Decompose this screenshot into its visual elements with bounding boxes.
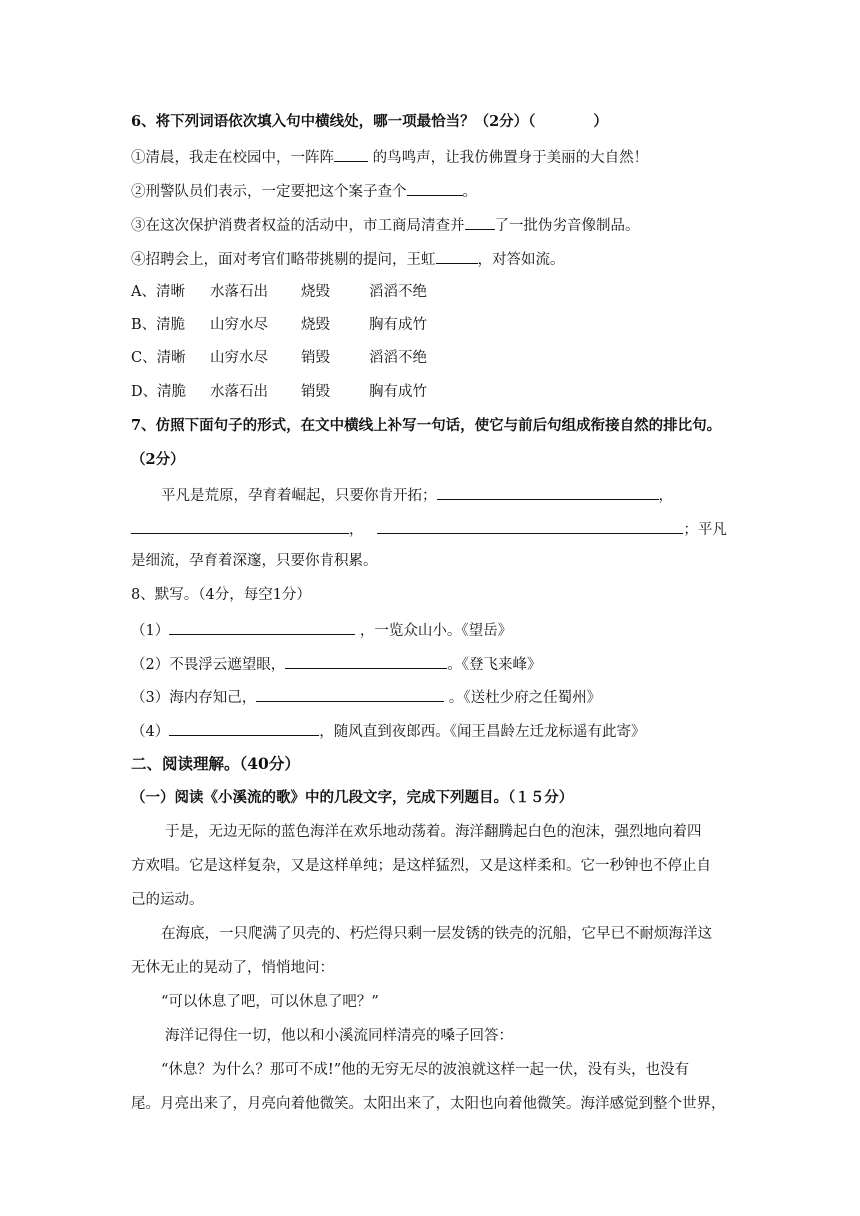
q8-l3-b: 。《送杜少府之任蜀州》 xyxy=(448,690,602,706)
q6-s3-text-a: ③在这次保护消费者权益的活动中，市工商局清查并 xyxy=(131,218,465,234)
q6-option-d[interactable] xyxy=(131,382,427,402)
q8-blank-2[interactable] xyxy=(285,653,447,669)
option-word-3: 滔滔不绝 xyxy=(369,350,427,366)
option-word-3: 胸有成竹 xyxy=(369,317,427,333)
option-label: C、清晰 xyxy=(131,350,186,366)
q6-sentence-3 xyxy=(131,214,640,236)
q6-sentence-2 xyxy=(131,180,477,202)
q6-s4-text-b: ，对答如流。 xyxy=(477,252,565,268)
q6-s1-text-b: 的鸟鸣声，让我仿佛置身于美丽的大自然！ xyxy=(372,150,649,166)
section-2-title: 二、阅读理解。（40分） xyxy=(131,754,300,773)
q7-title: 7、仿照下面句子的形式，在文中横线上补写一句话，使它与前后句组成衔接自然的排比句。 xyxy=(131,417,722,434)
q6-blank-4[interactable] xyxy=(436,248,478,264)
q6-option-c[interactable] xyxy=(131,348,427,368)
q7-p2-end: ；平凡 xyxy=(683,522,727,538)
section-2-sub-1: （一）阅读《小溪流的歌》中的几段文字，完成下列题目。（１５分） xyxy=(131,789,574,806)
option-label: A、清晰 xyxy=(131,284,185,300)
q7-line-2 xyxy=(131,518,727,540)
q7-line-1 xyxy=(161,484,673,506)
passage-p2-line-2: 无休无止的晃动了，悄悄地问： xyxy=(131,960,334,976)
q8-line-3 xyxy=(131,686,601,708)
q8-l2-a: （2）不畏浮云遮望眼， xyxy=(131,657,286,673)
q6-option-b[interactable] xyxy=(131,315,427,335)
q6-title: 6、将下列词语依次填入句中横线处，哪一项最恰当？（2分）（ ） xyxy=(131,113,608,130)
q6-blank-1[interactable] xyxy=(334,146,368,162)
option-label: D、清脆 xyxy=(131,384,187,400)
q7-p1-text: 平凡是荒原，孕育着崛起，只要你肯开拓； xyxy=(161,488,437,504)
q8-line-1 xyxy=(131,619,512,641)
q8-blank-4[interactable] xyxy=(169,720,319,736)
q7-blank-3[interactable] xyxy=(377,518,683,534)
option-word-2: 烧毁 xyxy=(301,317,330,333)
q6-s3-text-b: 了一批伪劣音像制品。 xyxy=(494,218,640,234)
q7-blank-2[interactable] xyxy=(131,518,349,534)
q8-blank-3[interactable] xyxy=(256,686,444,702)
passage-p5-line-1: “休息？为什么？那可不成!”他的无穷无尽的波浪就这样一起一伏，没有头，也没有 xyxy=(161,1062,690,1078)
passage-p2-line-1: 在海底，一只爬满了贝壳的、朽烂得只剩一层发锈的铁壳的沉船，它早已不耐烦海洋这 xyxy=(161,926,712,942)
q6-sentence-1 xyxy=(131,146,648,168)
option-word-2: 烧毁 xyxy=(301,284,330,300)
option-word-3: 滔滔不绝 xyxy=(369,284,427,300)
q6-blank-3[interactable] xyxy=(465,214,495,230)
passage-p1-line-3: 己的运动。 xyxy=(131,892,204,908)
option-word-1: 水落石出 xyxy=(210,284,268,300)
q7-comma: ， xyxy=(658,488,673,504)
q8-l4-b: ，随风直到夜郎西。《闻王昌龄左迁龙标遥有此寄》 xyxy=(319,724,646,740)
q7-p3: 是细流，孕育着深邃，只要你肯积累。 xyxy=(131,553,378,569)
q8-line-2 xyxy=(131,653,541,675)
option-label: B、清脆 xyxy=(131,317,186,333)
option-word-1: 山穷水尽 xyxy=(210,350,268,366)
q8-l1-a: （1） xyxy=(131,623,170,639)
q8-title: 8、默写。（4分，每空1分） xyxy=(131,587,311,603)
passage-p5-line-2: 尾。月亮出来了，月亮向着他微笑。太阳出来了，太阳也向着他微笑。海洋感觉到整个世界， xyxy=(131,1096,726,1112)
option-word-3: 胸有成竹 xyxy=(369,384,427,400)
option-word-1: 水落石出 xyxy=(210,384,268,400)
q6-s2-text-b: 。 xyxy=(462,184,477,200)
q6-option-a[interactable] xyxy=(131,282,427,302)
q7-blank-1[interactable] xyxy=(437,484,659,500)
q6-blank-2[interactable] xyxy=(407,180,463,196)
q8-line-4 xyxy=(131,720,645,742)
q7-score: （2分） xyxy=(131,451,185,468)
passage-p1-line-1: 于是，无边无际的蓝色海洋在欢乐地动荡着。海洋翻腾起白色的泡沫，强烈地向着四 xyxy=(165,824,702,840)
q8-l2-b: 。《登飞来峰》 xyxy=(447,657,542,673)
q6-s4-text-a: ④招聘会上，面对考官们略带挑剔的提问，王虹 xyxy=(131,252,436,268)
option-word-1: 山穷水尽 xyxy=(210,317,268,333)
passage-p1-line-2: 方欢唱。它是这样复杂，又是这样单纯；是这样猛烈，又是这样柔和。它一秒钟也不停止自 xyxy=(131,858,711,874)
q6-s2-text-a: ②刑警队员们表示，一定要把这个案子查个 xyxy=(131,184,407,200)
passage-p4: 海洋记得住一切，他以和小溪流同样清亮的嗓子回答： xyxy=(165,1028,513,1044)
q8-l1-b: ，一览众山小。《望岳》 xyxy=(359,623,513,639)
q7-comma-2: ， xyxy=(349,522,364,538)
q8-l3-a: （3）海内存知己， xyxy=(131,690,257,706)
option-word-2: 销毁 xyxy=(301,350,330,366)
passage-p3: “可以休息了吧，可以休息了吧？” xyxy=(161,994,379,1010)
q8-blank-1[interactable] xyxy=(169,619,355,635)
q6-s1-text-a: ①清晨，我走在校园中，一阵阵 xyxy=(131,150,334,166)
q8-l4-a: （4） xyxy=(131,724,170,740)
q6-sentence-4 xyxy=(131,248,565,270)
option-word-2: 销毁 xyxy=(301,384,330,400)
